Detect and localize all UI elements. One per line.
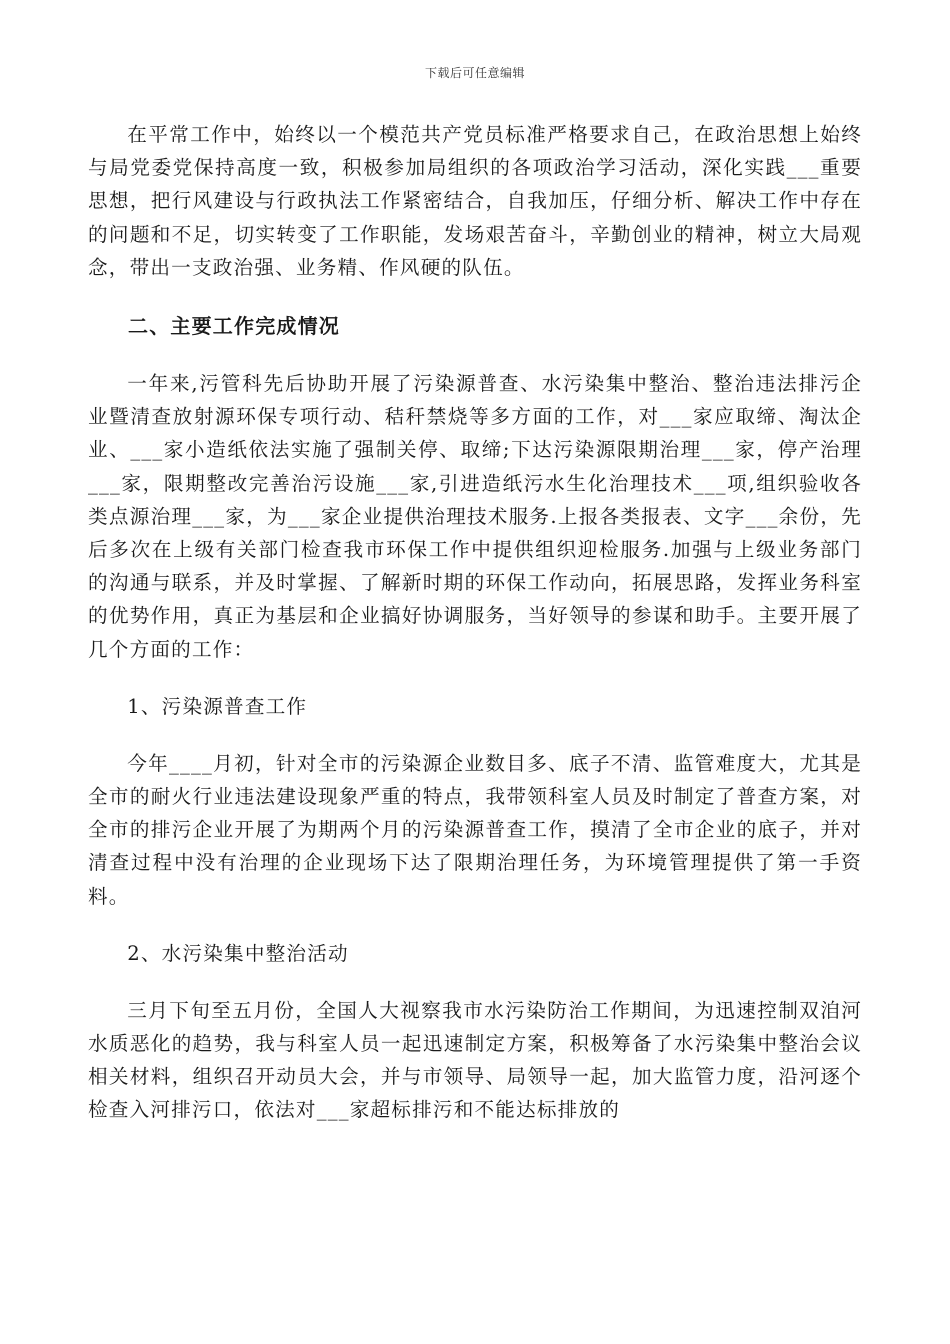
section-heading-main-work: 二、主要工作完成情况 (128, 314, 340, 339)
paragraph-political-work: 在平常工作中，始终以一个模范共产党员标准严格要求自己，在政治思想上始终与局党委党保持高度一致，积极参加局组织的各项政治学习活动，深化实践___重要思想，把行风建设与行政执法工作紧密结合，自我加压，仔细分析、解决工作中存在的问题和不足，切实转变了工作职能，发场艰苦奋斗，辛勤创业的精神，树立大局观念，带出一支政治强、业务精、作风硬的队伍。 (88, 123, 862, 279)
paragraph-water-pollution: 三月下旬至五月份，全国人大视察我市水污染防治工作期间，为迅速控制双洎河水质恶化的趋势，我与科室人员一起迅速制定方案，积极筹备了水污染集中整治会议相关材料，组织召开动员大会，并与市领导、局领导一起，加大监管力度，沿河逐个检查入河排污口，依法对___家超标排污和不能达标排放的 (88, 998, 862, 1122)
document-body (88, 118, 862, 1127)
subheading-pollution-census: 1、污染源普查工作 (127, 694, 308, 718)
page-header: 下载后可任意编辑 (424, 66, 525, 80)
paragraph-pollution-census: 今年____月初，针对全市的污染源企业数目多、底子不清、监管难度大，尤其是全市的耐火行业违法建设现象严重的特点，我带领科室人员及时制定了普查方案，对全市的排污企业开展了为期两个月的污染源普查工作，摸清了全市企业的底子，并对清查过程中没有治理的企业现场下达了限期治理任务，为环境管理提供了第一手资料。 (88, 751, 862, 908)
paragraph-year-summary: 一年来,污管科先后协助开展了污染源普查、水污染集中整治、整治违法排污企业暨清查放射源环保专项行动、秸秆禁烧等多方面的工作，对___家应取缔、淘汰企业、___家小造纸依法实施了强制关停、取缔;下达污染源限期治理___家，停产治理___家，限期整改完善治污设施___家,引进造纸污水生化治理技术___项,组织验收各类点源治理___家，为___家企业提供治理技术服务.上报各类报表、文字___余份，先后多次在上级有关部门检查我市环保工作中提供组织迎检服务.加强与上级业务部门的沟通与联系，并及时掌握、了解新时期的环保工作动向，拓展思路，发挥业务科室的优势作用，真正为基层和企业搞好协调服务，当好领导的参谋和助手。主要开展了几个方面的工作： (88, 372, 862, 661)
subheading-water-pollution: 2、水污染集中整治活动 (127, 941, 349, 965)
